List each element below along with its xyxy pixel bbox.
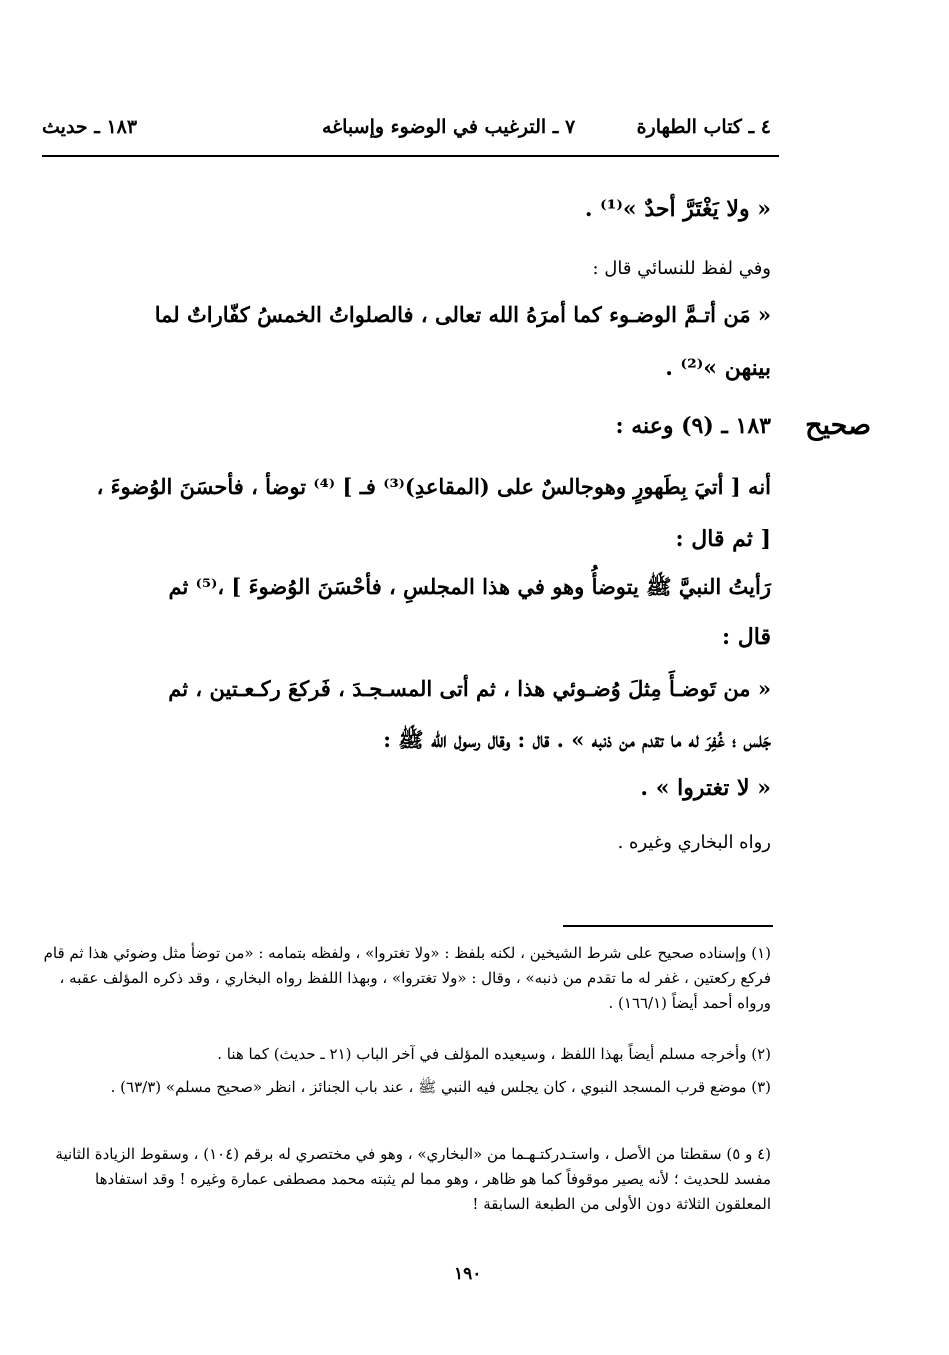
header-book-title: ٤ ـ كتاب الطهارة <box>636 116 771 138</box>
body-line-10: جَلس ؛ غُفِرَ له ما تقدم من ذنبه » . قال : وقال رسول الله ﷺ : <box>383 727 771 752</box>
header-hadith-number: ١٨٣ ـ حديث <box>42 116 138 138</box>
body-line-9: « من تَوضـأَ مِثلَ وُضـوئي هذا ، ثم أتى المسـجـدَ ، فَركعَ ركـعـتين ، ثم <box>168 676 771 701</box>
header-rule <box>42 155 779 157</box>
body-line-3: « مَن أتـمَّ الوضـوء كما أمرَهُ الله تعالى ، فالصلواتُ الخمسُ كفّاراتٌ لما <box>154 302 771 327</box>
body-line-2: وفي لفظ للنسائي قال : <box>592 258 771 279</box>
body-line-7: رَأيتُ النبيَّ ﷺ يتوضأُ وهو في هذا المجلسِ ، فأحْسَنَ الوُضوءَ ] ،⁽⁵⁾ ثم <box>168 574 771 599</box>
grade-label: صحيح <box>805 410 871 441</box>
hadith-heading: ١٨٣ ـ (٩) وعنه : <box>615 413 771 439</box>
footnote-rule <box>563 925 773 927</box>
body-line-12: رواه البخاري وغيره . <box>617 832 771 853</box>
body-line-5: أنه [ أتيَ بِطَهورٍ وهوجالسٌ على (المقاعدِ)⁽³⁾ فـ ] ⁽⁴⁾ توضأ ، فأحسَنَ الوُضوءَ ، <box>96 474 771 499</box>
page-number: ١٩٠ <box>454 1264 482 1284</box>
body-line-4: بينهن »⁽²⁾ . <box>665 355 771 381</box>
header-chapter-title: ٧ ـ الترغيب في الوضوء وإسباغه <box>322 116 576 138</box>
footnote-2: (٢) وأخرجه مسلم أيضاً بهذا اللفظ ، وسيعيده المؤلف في آخر الباب (٢١ ـ حديث) كما هنا . <box>217 1045 771 1063</box>
footnote-4-5: (٤ و ٥) سقطتا من الأصل ، واستـدركتـهـما من «البخاري» ، وهو في مختصري له برقم (١٠٤) ، وسقوط الزيادة الثانية مفسد للحديث ؛ لأنه يصير موقوفاً كما هو ظاهر ، وهو مما لم يثبته محمد مصطفى عمارة وغيره ! وقد استفادها المعلقون الثلاثة دون الأولى من الطبعة السابقة ! <box>55 1145 771 1213</box>
footnote-1: (١) وإسناده صحيح على شرط الشيخين ، لكنه بلفظ : «ولا تغتروا» ، ولفظه بتمامه : «من توضأ مثل وضوئي هذا ثم قام فركع ركعتين ، غفر له ما تقدم من ذنبه» ، وقال : «ولا تغتروا» ، وبهذا اللفظ رواه البخاري ، وقد ذكره المؤلف عقبه ، ورواه أحمد أيضاً (١٦٦/١) . <box>43 944 771 1012</box>
body-line-8: قال : <box>722 624 771 650</box>
footnote-3: (٣) موضع قرب المسجد النبوي ، كان يجلس فيه النبي ﷺ ، عند باب الجنائز ، انظر «صحيح مسلم» (٦٣/٣) . <box>110 1078 771 1096</box>
body-line-11: « لا تغتروا » . <box>640 775 771 801</box>
body-line-6: [ ثم قال : <box>675 526 771 552</box>
body-line-1: « ولا يَغْتَرَّ أحدٌ »⁽¹⁾ . <box>584 196 771 222</box>
